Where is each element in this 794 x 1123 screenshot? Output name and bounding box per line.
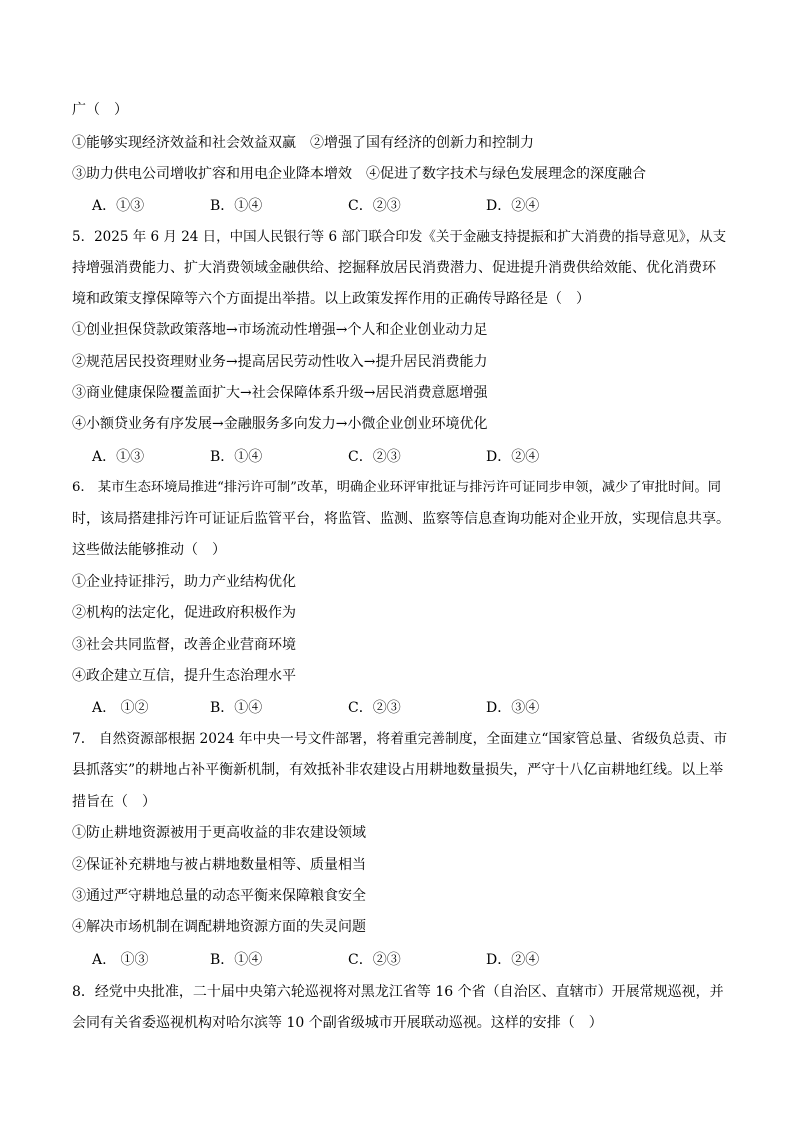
q7-statement-1: ①防止耕地资源被用于更高收益的非农建设领域	[72, 825, 366, 841]
q7-stem-line-2: 县抓落实”的耕地占补平衡新机制，有效抵补非农建设占用耕地数量损失，严守十八亿亩耕地红线。以上举	[72, 762, 724, 778]
q5-stem-line-1: 5．2025 年 6 月 24 日，中国人民银行等 6 部门联合印发《关于金融支持提振和扩大消费的指导意见》，从支	[72, 229, 727, 245]
q7-options	[92, 950, 712, 970]
q5-option-a[interactable]: A．①③	[92, 449, 145, 465]
q4-option-c[interactable]: C．②③	[348, 198, 401, 214]
q4-option-d[interactable]: D．②④	[486, 198, 540, 214]
q5-option-c[interactable]: C．②③	[348, 449, 401, 465]
q5-statement-2: ②规范居民投资理财业务→提高居民劳动性收入→提升居民消费能力	[72, 354, 488, 370]
q6-options	[92, 698, 712, 718]
q4-option-b[interactable]: B．①④	[210, 198, 263, 214]
q6-statement-3: ③社会共同监督，改善企业营商环境	[72, 637, 296, 653]
q7-stem-line-1: 7. 自然资源部根据 2024 年中央一号文件部署，将着重完善制度，全面建立“国家管总量、省级负总责、市	[72, 731, 728, 747]
q7-statement-2: ②保证补充耕地与被占耕地数量相等、质量相当	[72, 857, 366, 873]
q4-options	[92, 196, 712, 216]
q6-option-d[interactable]: D．③④	[486, 700, 540, 716]
q6-option-c[interactable]: C．②③	[348, 700, 401, 716]
q5-statement-3: ③商业健康保险覆盖面扩大→社会保障体系升级→居民消费意愿增强	[72, 385, 488, 401]
q5-option-b[interactable]: B．①④	[210, 449, 263, 465]
q7-stem-line-3: 措旨在（ ）	[72, 794, 156, 810]
q6-option-a[interactable]: A. ①②	[92, 700, 149, 716]
q5-statement-4: ④小额贷业务有序发展→金融服务多向发力→小微企业创业环境优化	[72, 416, 488, 432]
q5-statement-1: ①创业担保贷款政策落地→市场流动性增强→个人和企业创业动力足	[72, 322, 488, 338]
q5-stem-line-2: 持增强消费能力、扩大消费领域金融供给、挖掘释放居民消费潜力、促进提升消费供给效能、优化消费环	[72, 260, 716, 276]
q7-option-a[interactable]: A. ①③	[92, 952, 149, 968]
q5-stem-line-3: 境和政策支撑保障等六个方面提出举措。以上政策发挥作用的正确传导路径是（ ）	[72, 291, 590, 307]
q6-option-b[interactable]: B．①④	[210, 700, 263, 716]
q7-statement-3: ③通过严守耕地总量的动态平衡来保障粮食安全	[72, 888, 366, 904]
q7-option-d[interactable]: D．②④	[486, 952, 540, 968]
q7-option-c[interactable]: C．②③	[348, 952, 401, 968]
q8-stem-line-2: 会同有关省委巡视机构对哈尔滨等 10 个副省级城市开展联动巡视。这样的安排（ ）	[72, 1015, 603, 1031]
q6-statement-2: ②机构的法定化，促进政府积极作为	[72, 605, 296, 621]
q6-statement-1: ①企业持证排污，助力产业结构优化	[72, 574, 296, 590]
q4-stem-end: 广（ ）	[72, 102, 128, 118]
q7-option-b[interactable]: B．①④	[210, 952, 263, 968]
q6-stem-line-3: 这些做法能够推动（ ）	[72, 542, 226, 558]
q6-statement-4: ④政企建立互信，提升生态治理水平	[72, 668, 296, 684]
q7-statement-4: ④解决市场机制在调配耕地资源方面的失灵问题	[72, 919, 366, 935]
q5-option-d[interactable]: D．②④	[486, 449, 540, 465]
q6-stem-line-1: 6. 某市生态环境局推进“排污许可制”改革，明确企业环评审批证与排污许可证同步申领，减少了审批时间。同	[72, 480, 721, 495]
q4-statement-1-2: ①能够实现经济效益和社会效益双赢 ②增强了国有经济的创新力和控制力	[72, 135, 534, 151]
q5-options	[92, 447, 712, 467]
q4-statement-3-4: ③助力供电公司增收扩容和用电企业降本增效 ④促进了数字技术与绿色发展理念的深度融合	[72, 166, 646, 182]
q4-option-a[interactable]: A．①③	[92, 198, 145, 214]
q8-stem-line-1: 8．经党中央批准，二十届中央第六轮巡视将对黑龙江省等 16 个省（自治区、直辖市）开展常规巡视，并	[72, 984, 724, 1000]
q6-stem-line-2: 时，该局搭建排污许可证证后监管平台，将监管、监测、监察等信息查询功能对企业开放，实现信息共享。	[72, 511, 730, 527]
